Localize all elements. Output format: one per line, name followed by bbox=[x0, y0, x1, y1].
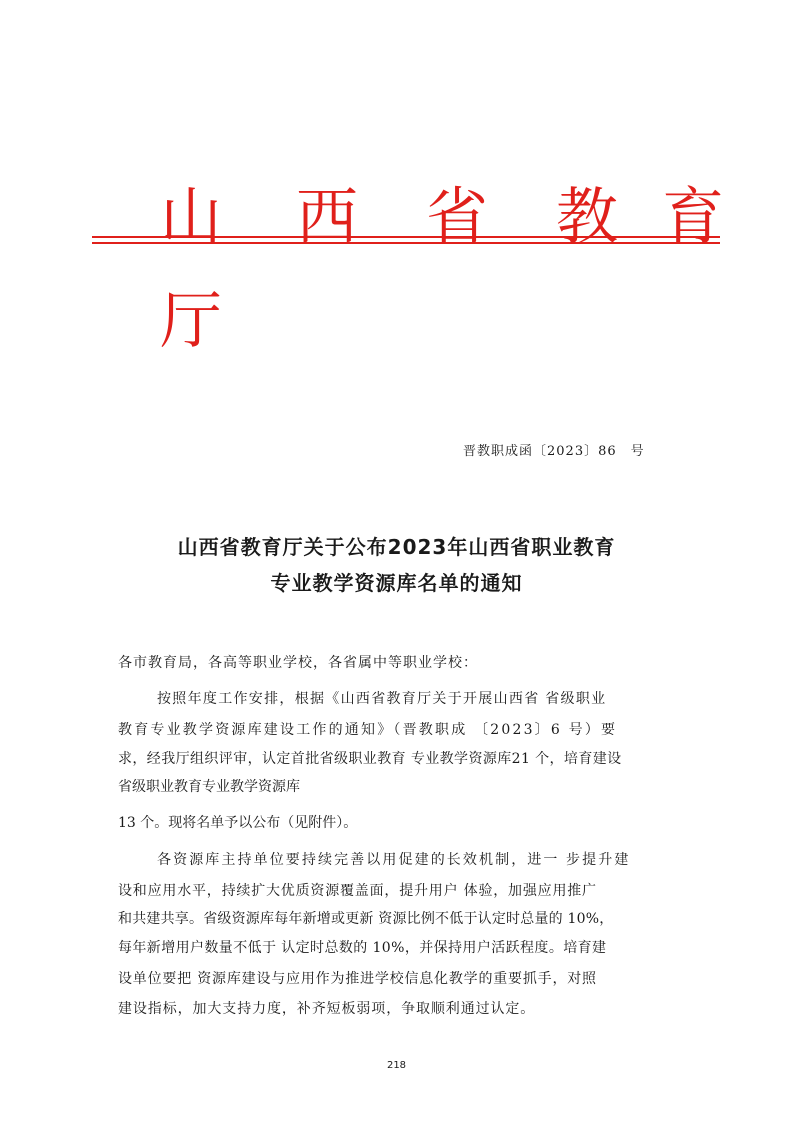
salutation: 各市教育局，各高等职业学校，各省属中等职业学校： bbox=[118, 655, 478, 671]
document-title-line-1: 山西省教育厅关于公布2023年山西省职业教育 bbox=[177, 535, 616, 559]
document-title-line-2: 专业教学资源库名单的通知 bbox=[270, 571, 523, 595]
letterhead-char: 育 bbox=[662, 180, 725, 253]
page-number: 218 bbox=[386, 1060, 407, 1071]
paragraph-1-line: 求，经我厅组织评审，认定首批省级职业教育 专业教学资源库21 个，培育建设 bbox=[118, 751, 622, 767]
letterhead-char: 山 bbox=[160, 180, 223, 253]
paragraph-1-line: 13 个。现将名单予以公布（见附件）。 bbox=[118, 815, 358, 831]
paragraph-2-line: 每年新增用户数量不低于 认定时总数的 10%，并保持用户活跃程度。培育建 bbox=[118, 940, 607, 956]
paragraph-2-line: 建设指标，加大支持力度，补齐短板弱项，争取顺利通过认定。 bbox=[118, 1001, 536, 1017]
paragraph-2-line: 各资源库主持单位要持续完善以用促建的长效机制，进一 步提升建 bbox=[157, 852, 631, 868]
letterhead-char: 教 bbox=[556, 180, 619, 253]
paragraph-1-line: 省级职业教育专业教学资源库 bbox=[118, 779, 300, 795]
letterhead-char: 省 bbox=[426, 180, 489, 253]
document-number: 晋教职成函〔2023〕86 号 bbox=[463, 444, 645, 459]
paragraph-2-line: 设和应用水平，持续扩大优质资源覆盖面，提升用户 体验，加强应用推广 bbox=[118, 883, 597, 899]
paragraph-2-line: 设单位要把 资源库建设与应用作为推进学校信息化教学的重要抓手，对照 bbox=[118, 971, 597, 987]
letterhead-char: 厅 bbox=[160, 284, 223, 357]
paragraph-1-line: 按照年度工作安排，根据《山西省教育厅关于开展山西省 省级职业 bbox=[157, 691, 607, 707]
paragraph-2-line: 和共建共享。省级资源库每年新增或更新 资源比例不低于认定时总量的 10%， bbox=[118, 911, 614, 927]
letterhead-char: 西 bbox=[296, 180, 359, 253]
paragraph-1-line: 教育专业教学资源库建设工作的通知》（晋教职成 〔2023〕6 号）要 bbox=[118, 722, 618, 738]
